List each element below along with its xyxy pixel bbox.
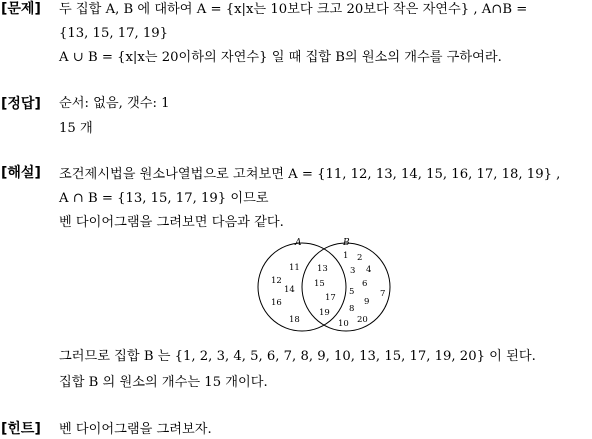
venn-element: 2 — [357, 253, 363, 263]
venn-element: 4 — [366, 265, 372, 275]
venn-element: 19 — [319, 308, 330, 318]
venn-element: 20 — [357, 315, 368, 325]
venn-label-a: A — [295, 238, 302, 248]
solution-line-3: 벤 다이어그램을 그려보면 다음과 같다. — [59, 215, 284, 230]
solution-line-1: 조건제시법을 원소나열법으로 고쳐보면 A = {11, 12, 13, 14, 15, 16, 17, 18, 19} , — [59, 167, 561, 182]
venn-element: 5 — [349, 287, 355, 297]
venn-element: 7 — [380, 289, 386, 299]
venn-element: 6 — [362, 279, 368, 289]
venn-element: 14 — [284, 285, 295, 295]
venn-element: 18 — [289, 315, 300, 325]
venn-element: 10 — [338, 319, 349, 329]
venn-element: 15 — [314, 279, 325, 289]
venn-element: 13 — [317, 264, 328, 274]
solution-tag: [해설] — [1, 165, 41, 181]
solution-line-2: A ∩ B = {13, 15, 17, 19} 이므로 — [59, 191, 269, 206]
venn-diagram — [252, 236, 402, 336]
problem-line-1: 두 집합 A, B 에 대하여 A = {x|x는 10보다 크고 20보다 작은 자연수} , A∩B = — [59, 2, 528, 17]
venn-label-b: B — [343, 238, 350, 248]
venn-element: 9 — [364, 297, 370, 307]
problem-line-2: {13, 15, 17, 19} — [59, 26, 169, 41]
problem-line-3: A ∪ B = {x|x는 20이하의 자연수} 일 때 집합 B의 원소의 개수를 구하여라. — [59, 50, 502, 65]
venn-element: 3 — [350, 266, 356, 276]
venn-element: 12 — [271, 276, 282, 286]
venn-element: 16 — [271, 298, 282, 308]
answer-line-1: 순서: 없음, 갯수: 1 — [59, 96, 170, 111]
venn-element: 11 — [289, 263, 300, 273]
answer-line-2: 15 개 — [59, 121, 93, 136]
venn-element: 1 — [343, 251, 349, 261]
answer-tag: [정답] — [1, 96, 41, 112]
hint-tag: [힌트] — [1, 421, 41, 437]
solution-conclusion-1: 그러므로 집합 B 는 {1, 2, 3, 4, 5, 6, 7, 8, 9, 10, 13, 15, 17, 19, 20} 이 된다. — [59, 349, 536, 364]
solution-conclusion-2: 집합 B 의 원소의 개수는 15 개이다. — [59, 375, 268, 390]
venn-element: 8 — [349, 304, 355, 314]
hint-line-1: 벤 다이어그램을 그려보자. — [59, 422, 212, 437]
problem-tag: [문제] — [1, 1, 41, 17]
venn-element: 17 — [325, 293, 336, 303]
